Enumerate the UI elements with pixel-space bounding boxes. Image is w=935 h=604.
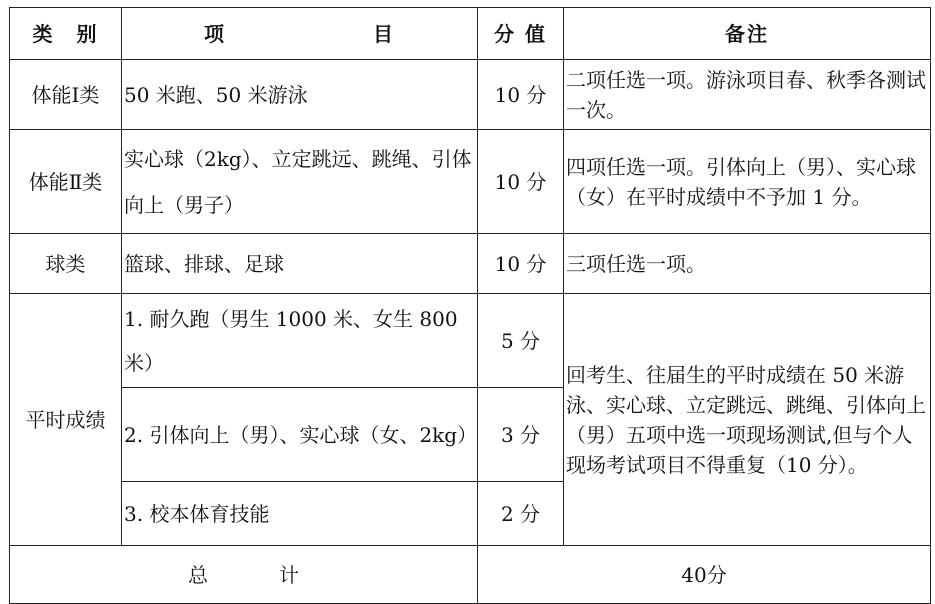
- row-category: 体能Ⅱ类: [10, 130, 122, 234]
- score-table: [9, 7, 931, 604]
- table-row: [10, 130, 931, 234]
- usual-category: 平时成绩: [10, 294, 122, 546]
- row-score: 10 分: [478, 234, 564, 294]
- header-category: [10, 8, 122, 60]
- usual-item: 1. 耐久跑（男生 1000 米、女生 800 米）: [122, 294, 478, 388]
- header-score: 分 值: [478, 8, 564, 60]
- row-category: 体能Ⅰ类: [10, 60, 122, 130]
- row-note: 四项任选一项。引体向上（男）、实心球（女）在平时成绩中不予加 1 分。: [564, 130, 931, 234]
- row-score: 10 分: [478, 60, 564, 130]
- header-category-a: 类: [32, 21, 55, 46]
- usual-score: 3 分: [478, 388, 564, 482]
- total-label-b: 计: [279, 562, 299, 587]
- row-score: 10 分: [478, 130, 564, 234]
- row-note: 三项任选一项。: [564, 234, 931, 294]
- total-value: 40分: [478, 546, 931, 604]
- header-note: 备注: [564, 8, 931, 60]
- table-row: [10, 294, 931, 388]
- row-item: 实心球（2kg）、立定跳远、跳绳、引体向上（男子）: [122, 130, 478, 234]
- header-category-b: 别: [76, 21, 99, 46]
- usual-note: 回考生、往届生的平时成绩在 50 米游泳、实心球、立定跳远、跳绳、引体向上（男）五项中选一项现场测试,但与个人现场考试项目不得重复（10 分）。: [564, 294, 931, 546]
- row-item: 50 米跑、50 米游泳: [122, 60, 478, 130]
- usual-score: 5 分: [478, 294, 564, 388]
- usual-score: 2 分: [478, 482, 564, 546]
- usual-item: 2. 引体向上（男）、实心球（女、2kg）: [122, 388, 478, 482]
- row-note: 二项任选一项。游泳项目春、秋季各测试一次。: [564, 60, 931, 130]
- row-item: 篮球、排球、足球: [122, 234, 478, 294]
- total-label-a: 总: [188, 562, 208, 587]
- header-item-b: 目: [373, 21, 395, 46]
- table-header-row: [10, 8, 931, 60]
- header-item: [122, 8, 478, 60]
- total-label: [10, 546, 478, 604]
- header-item-a: 项: [204, 21, 226, 46]
- table-row: [10, 234, 931, 294]
- usual-item: 3. 校本体育技能: [122, 482, 478, 546]
- table-row: [10, 60, 931, 130]
- row-category: 球类: [10, 234, 122, 294]
- total-row: [10, 546, 931, 604]
